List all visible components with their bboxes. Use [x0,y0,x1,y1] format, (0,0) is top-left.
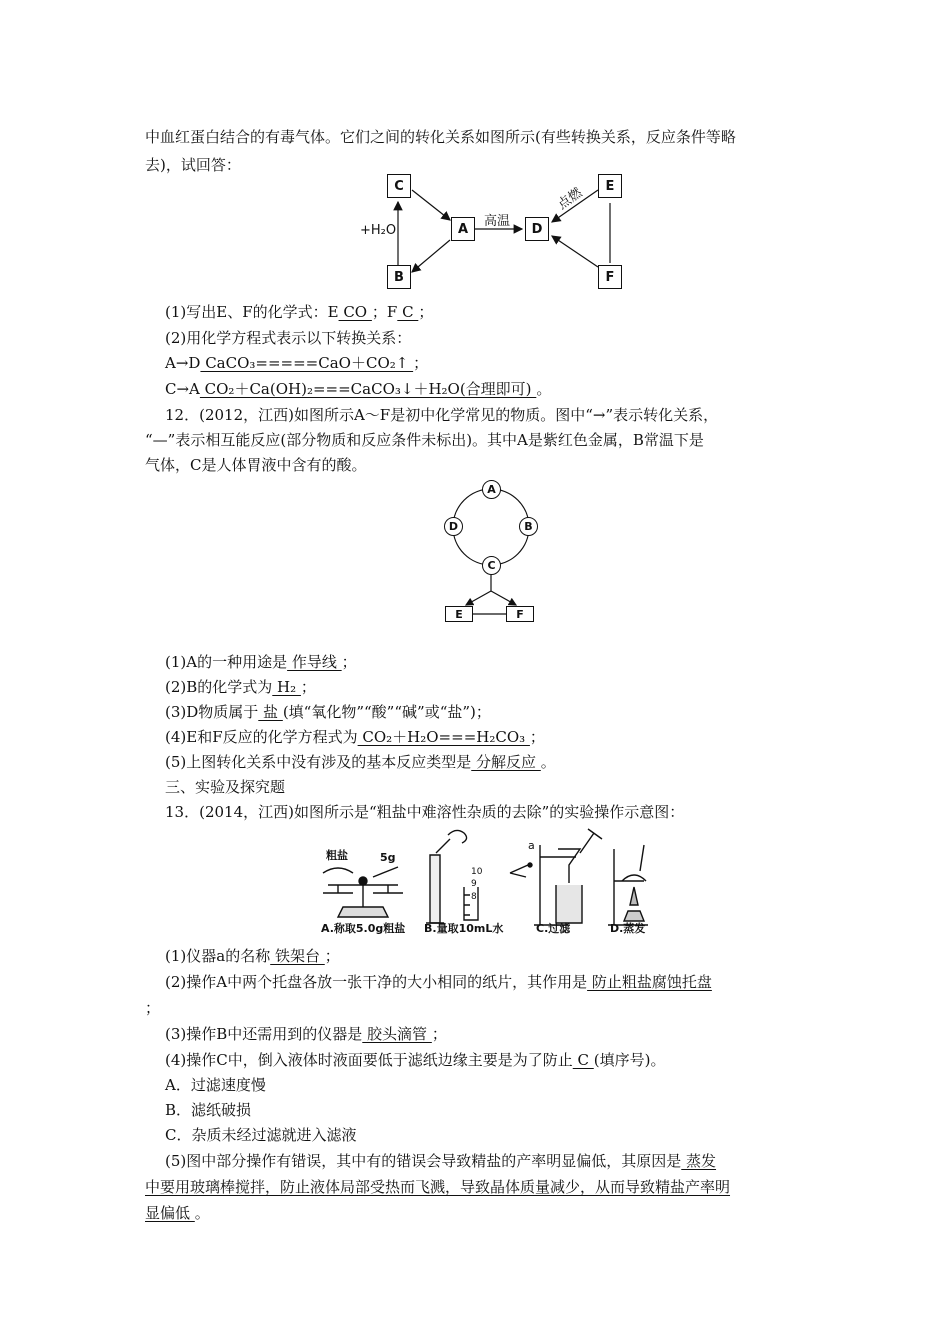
q13-p1-prefix: (1)仪器a的名称 [165,947,271,965]
q12-p3-end: (填“氧化物”“酸”“碱”或“盐”)； [282,703,491,721]
q13-p4-end: (填序号)。 [593,1051,666,1069]
q12-box-f: F [506,606,534,622]
q12-part4 [165,727,545,747]
q11-part1 [165,302,433,322]
q11-p1-prefix: (1)写出E、F的化学式：E [165,303,339,321]
q11-intro-line1: 中血红蛋白结合的有毒气体。它们之间的转化关系如图所示(有些转换关系，反应条件等略 [145,128,736,146]
q11-box-b: B [387,265,411,289]
q11-a-to-d-end: ； [413,354,429,372]
q12-line3: 气体，C是人体胃液中含有的酸。 [145,456,367,474]
q13-part5-line2 [145,1177,730,1197]
q11-intro-line2: 去)，试回答： [145,156,241,174]
q13-caption-b: B.量取10mL水 [424,922,504,935]
q12-p1-prefix: (1)A的一种用途是 [165,653,288,671]
q12-line1: 12．(2012，江西)如图所示A～F是初中化学常见的物质。图中“→”表示转化关系， [165,406,719,424]
q13-p3-answer: 胶头滴管 [362,1025,432,1043]
q13-p3-end: ； [431,1025,447,1043]
q11-c-to-a-answer: CO₂＋Ca(OH)₂===CaCO₃↓＋H₂O(合理即可) [199,380,537,398]
q13-label-a: a [528,839,535,852]
q11-box-c: C [387,174,411,198]
q13-part1 [165,946,340,966]
q13-p4-prefix: (4)操作C中，倒入液体时液面要低于滤纸边缘主要是为了防止 [165,1051,573,1069]
q12-node-b: B [519,517,538,536]
q12-p2-answer: H₂ [272,678,301,696]
q11-a-to-d-answer: CaCO₃=====CaO＋CO₂↑ [200,354,414,372]
q11-p1-mid: ；F [371,303,398,321]
q13-figure [318,825,668,940]
q11-c-to-a [165,379,551,399]
q12-node-a: A [482,480,501,499]
q12-node-d: D [444,517,463,536]
q13-option-a: A．过滤速度慢 [165,1076,266,1094]
q11-p1-answer-f: C [397,303,419,321]
q12-line2: “—”表示相互能反应(部分物质和反应条件未标出)。其中A是紫红色金属，B常温下是 [145,431,704,449]
q11-p1-answer-e: CO [338,303,372,321]
q13-part3 [165,1024,447,1044]
q12-p4-answer: CO₂＋H₂O===H₂CO₃ [357,728,530,746]
q13-p5-prefix: (5)图中部分操作有错误，其中有的错误会导致精盐的产率明显偏低，其原因是 [165,1152,682,1170]
q12-p5-prefix: (5)上图转化关系中没有涉及的基本反应类型是 [165,753,472,771]
q11-box-f: F [598,265,622,289]
q11-label-h2o: +H₂O [360,223,397,238]
q12-p5-answer: 分解反应 [471,753,541,771]
q13-label-cuyan: 粗盐 [326,849,348,862]
q11-box-e: E [598,174,622,198]
q12-p1-end: ； [341,653,357,671]
q11-c-to-a-prefix: C→A [165,380,200,398]
q13-caption-a: A.称取5.0g粗盐 [321,922,406,935]
q11-label-dianran: 点燃 [555,185,586,213]
q13-p3-prefix: (3)操作B中还需用到的仪器是 [165,1025,363,1043]
q13-p2-end: ； [145,999,161,1017]
q12-part3 [165,702,491,722]
q13-p2-answer: 防止粗盐腐蚀托盘 [587,973,712,991]
q12-p3-answer: 盐 [258,703,283,721]
q12-diagram [436,475,546,625]
q13-part2 [165,972,712,992]
q13-part5-line3 [145,1203,210,1223]
q12-p2-end: ； [300,678,316,696]
q13-p1-end: ； [324,947,340,965]
q13-p5-answer-3: 显偏低 [145,1204,195,1222]
q13-part4 [165,1050,665,1070]
q12-part5 [165,752,556,772]
q11-p1-end: ； [418,303,434,321]
q12-part1 [165,652,357,672]
q13-caption-c: C.过滤 [536,922,571,935]
q13-tick-10: 10 [471,867,483,877]
q13-p5-answer-1: 蒸发 [681,1152,717,1170]
q12-p2-prefix: (2)B的化学式为 [165,678,273,696]
q12-p4-prefix: (4)E和F反应的化学方程式为 [165,728,358,746]
q11-a-to-d [165,353,428,373]
q11-c-to-a-end: 。 [536,380,552,398]
q13-tick-9: 9 [471,879,477,889]
q13-caption-d: D.蒸发 [610,922,646,935]
q13-part5 [165,1151,716,1171]
q12-p5-end: 。 [540,753,556,771]
q13-p4-answer: C [572,1051,594,1069]
q13-p1-answer: 铁架台 [270,947,325,965]
q11-box-a: A [451,217,475,241]
q12-node-c: C [482,556,501,575]
q13-part2-cont [145,998,160,1018]
q13-line1: 13．(2014，江西)如图所示是“粗盐中难溶性杂质的去除”的实验操作示意图： [165,803,685,821]
q12-p4-end: ； [529,728,545,746]
q11-part2: (2)用化学方程式表示以下转换关系： [165,329,412,347]
q11-label-gaowen: 高温 [484,214,511,229]
q12-box-e: E [445,606,473,622]
q13-option-c: C．杂质未经过滤就进入滤液 [165,1126,357,1144]
q13-option-b: B．滤纸破损 [165,1101,252,1119]
q12-part2 [165,677,316,697]
q11-box-d: D [525,217,549,241]
section-3-heading: 三、实验及探究题 [165,778,286,796]
q13-tick-8: 8 [471,892,477,902]
q11-diagram [360,170,630,292]
q12-p3-prefix: (3)D物质属于 [165,703,259,721]
q12-p1-answer: 作导线 [287,653,342,671]
q13-p2-prefix: (2)操作A中两个托盘各放一张干净的大小相同的纸片，其作用是 [165,973,588,991]
q11-a-to-d-prefix: A→D [165,354,201,372]
q13-label-5g: 5g [380,851,396,864]
q13-p5-end: 。 [194,1204,210,1222]
q13-p5-answer-2: 中要用玻璃棒搅拌，防止液体局部受热而飞溅，导致晶体质量减少，从而导致精盐产率明 [145,1178,731,1196]
